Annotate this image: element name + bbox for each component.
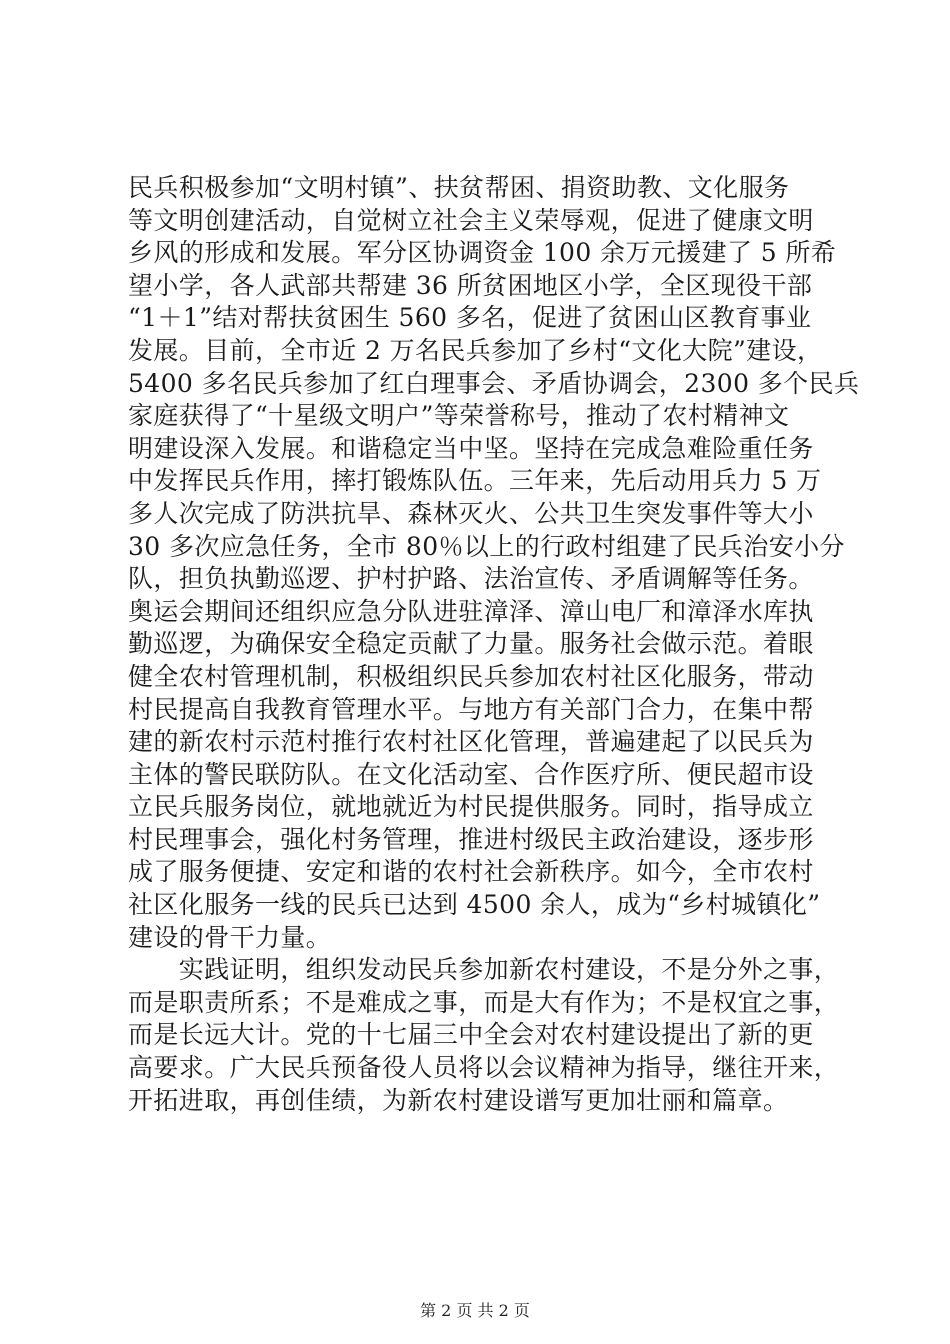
text-line: 立民兵服务岗位，就地就近为村民提供服务。同时，指导成立 — [128, 792, 814, 822]
text-line: 望小学，各人武部共帮建 36 所贫困地区小学，全区现役干部 — [128, 270, 813, 300]
text-line: 乡风的形成和发展。军分区协调资金 100 余万元援建了 5 所希 — [128, 238, 837, 268]
text-line: 成了服务便捷、安定和谐的农村社会新秩序。如今，全市农村 — [128, 857, 814, 887]
text-line: 建的新农村示范村推行农村社区化管理，普遍建起了以民兵为 — [128, 727, 814, 757]
text-line: 5400 多名民兵参加了红白理事会、矛盾协调会，2300 多个民兵 — [128, 368, 860, 398]
text-line: 实践证明，组织发动民兵参加新农村建设，不是分外之事， — [128, 955, 840, 985]
text-line: 而是职责所系；不是难成之事，而是大有作为；不是权宜之事， — [128, 987, 840, 1017]
text-line: 主体的警民联防队。在文化活动室、合作医疗所、便民超市设 — [128, 759, 814, 789]
text-line: 明建设深入发展。和谐稳定当中坚。坚持在完成急难险重任务 — [128, 433, 814, 463]
text-line: 社区化服务一线的民兵已达到 4500 余人，成为“乡村城镇化” — [128, 890, 821, 920]
text-line: 村民理事会，强化村务管理，推进村级民主政治建设，逐步形 — [128, 824, 814, 854]
text-line: 等文明创建活动，自觉树立社会主义荣辱观，促进了健康文明 — [128, 205, 814, 235]
text-line: 村民提高自我教育管理水平。与地方有关部门合力，在集中帮 — [128, 694, 814, 724]
text-line: 发展。目前，全市近 2 万名民兵参加了乡村“文化大院”建设， — [128, 335, 823, 365]
text-line: 30 多次应急任务，全市 80％以上的行政村组建了民兵治安小分 — [128, 531, 845, 561]
text-line: 高要求。广大民兵预备役人员将以会议精神为指导，继往开来， — [128, 1053, 840, 1083]
text-line: “1＋1”结对帮扶贫困生 560 多名，促进了贫困山区教育事业 — [128, 303, 812, 333]
text-line: 建设的骨干力量。 — [128, 922, 332, 952]
text-line: 开拓进取，再创佳绩，为新农村建设谱写更加壮丽和篇章。 — [128, 1085, 789, 1115]
paragraph-2 — [128, 954, 844, 1117]
text-line: 队，担负执勤巡逻、护村护路、法治宣传、矛盾调解等任务。 — [128, 564, 814, 594]
text-line: 奥运会期间还组织应急分队进驻漳泽、漳山电厂和漳泽水库执 — [128, 596, 814, 626]
text-line: 勤巡逻，为确保安全稳定贡献了力量。服务社会做示范。着眼 — [128, 629, 814, 659]
body-text — [128, 172, 860, 1117]
text-line: 民兵积极参加“文明村镇”、扶贫帮困、捐资助教、文化服务 — [128, 173, 790, 202]
text-line: 多人次完成了防洪抗旱、森林灭火、公共卫生突发事件等大小 — [128, 498, 814, 528]
text-line: 健全农村管理机制，积极组织民兵参加农村社区化服务，带动 — [128, 661, 814, 691]
text-line: 家庭获得了“十星级文明户”等荣誉称号，推动了农村精神文 — [128, 401, 790, 431]
text-line: 中发挥民兵作用，摔打锻炼队伍。三年来，先后动用兵力 5 万 — [128, 466, 822, 496]
paragraph-1 — [128, 172, 860, 954]
text-line: 而是长远大计。党的十七届三中全会对农村建设提出了新的更 — [128, 1020, 814, 1050]
page-footer: 第 2 页 共 2 页 — [420, 1301, 530, 1320]
